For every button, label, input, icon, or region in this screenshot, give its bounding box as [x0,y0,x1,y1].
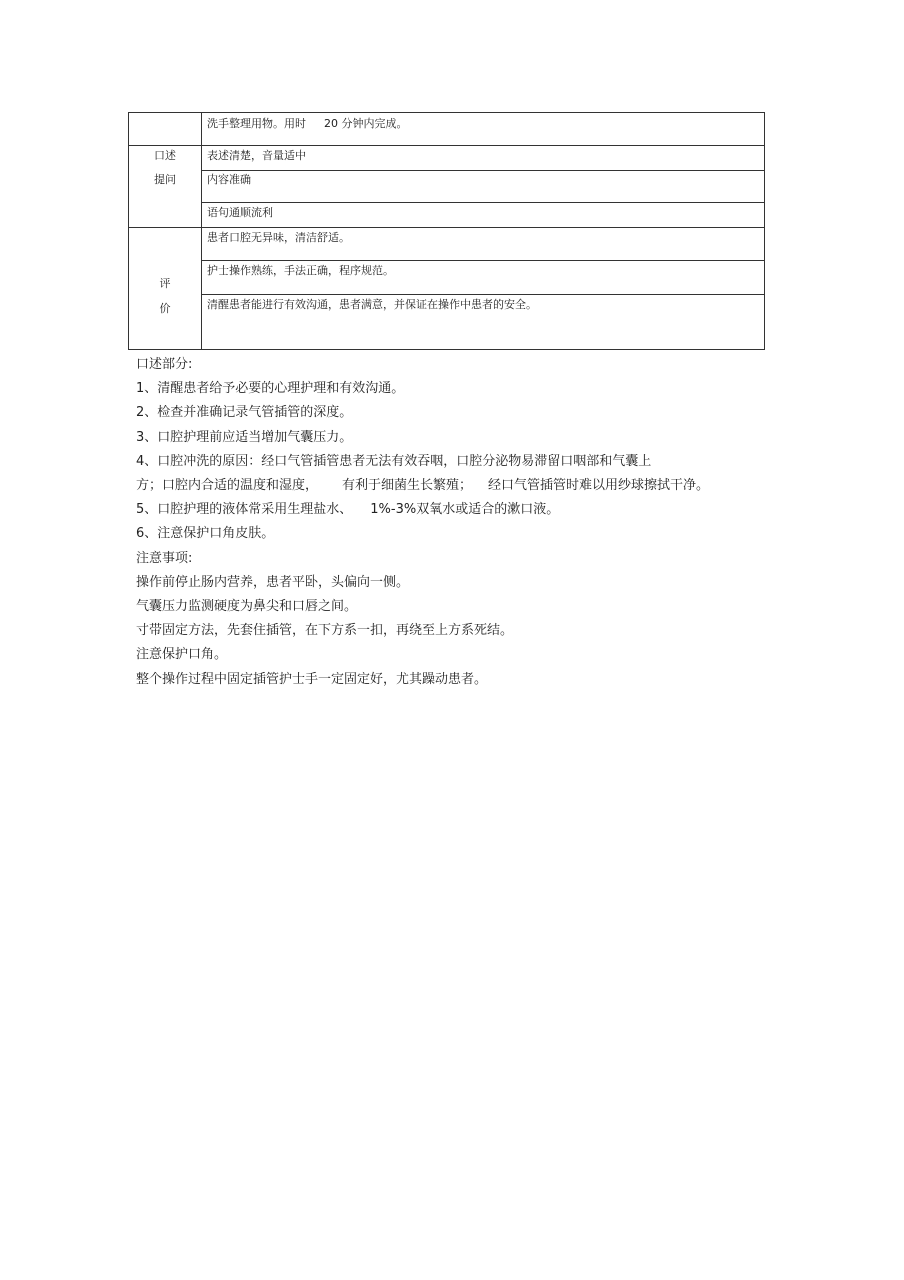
table-row: 语句通顺流利 [207,206,273,219]
scoring-table [128,112,765,350]
notes-heading: 注意事项: [136,550,193,566]
label-oral: 口述 [154,149,176,162]
row-divider [201,294,764,295]
column-divider [201,113,202,349]
text-fragment: 经口气管插管时难以用纱球擦拭干净。 [488,478,710,494]
text-fragment: 方；口腔内合适的温度和湿度， [136,478,319,494]
label-evaluate-2: 价 [159,302,171,315]
list-item [136,498,776,522]
row-divider [201,260,764,261]
row-divider [201,170,764,171]
list-item-continued [136,474,776,498]
row-divider [129,227,764,228]
cell-text: 洗手整理用物。用时 [207,117,306,130]
cell-text-time: 20 分钟内完成。 [324,117,408,130]
list-item: 4、口腔冲洗的原因：经口气管插管患者无法有效吞咽，口腔分泌物易滞留口咽部和气囊上 [136,453,652,469]
list-item: 6、注意保护口角皮肤。 [136,526,275,542]
note-item: 操作前停止肠内营养，患者平卧，头偏向一侧。 [136,574,410,590]
note-item: 寸带固定方法，先套住插管，在下方系一扣，再绕至上方系死结。 [136,623,514,639]
list-item: 1、清醒患者给予必要的心理护理和有效沟通。 [136,381,405,397]
document-body [136,353,776,692]
text-fragment: 5、口腔护理的液体常采用生理盐水、 [136,502,353,518]
text-fragment: 有利于细菌生长繁殖； [342,478,473,494]
table-row [207,117,408,131]
note-item: 气囊压力监测硬度为鼻尖和口唇之间。 [136,599,358,615]
table-row: 护士操作熟练，手法正确，程序规范。 [207,264,394,277]
note-item: 注意保护口角。 [136,647,228,663]
oral-heading: 口述部分: [136,357,193,372]
table-row: 表述清楚，音量适中 [207,149,306,162]
text-fragment: 1%-3%双氧水或适合的漱口液。 [370,502,560,518]
note-item: 整个操作过程中固定插管护士手一定固定好，尤其躁动患者。 [136,671,488,687]
label-question: 提问 [154,173,176,186]
table-row: 清醒患者能进行有效沟通，患者满意，并保证在操作中患者的安全。 [207,298,537,311]
list-item: 3、口腔护理前应适当增加气囊压力。 [136,429,353,445]
list-item: 2、检查并准确记录气管插管的深度。 [136,405,353,421]
table-row: 内容准确 [207,173,251,186]
row-divider [201,202,764,203]
label-evaluate-1: 评 [159,277,171,290]
row-divider [129,145,764,146]
table-row: 患者口腔无异味，清洁舒适。 [207,231,350,244]
